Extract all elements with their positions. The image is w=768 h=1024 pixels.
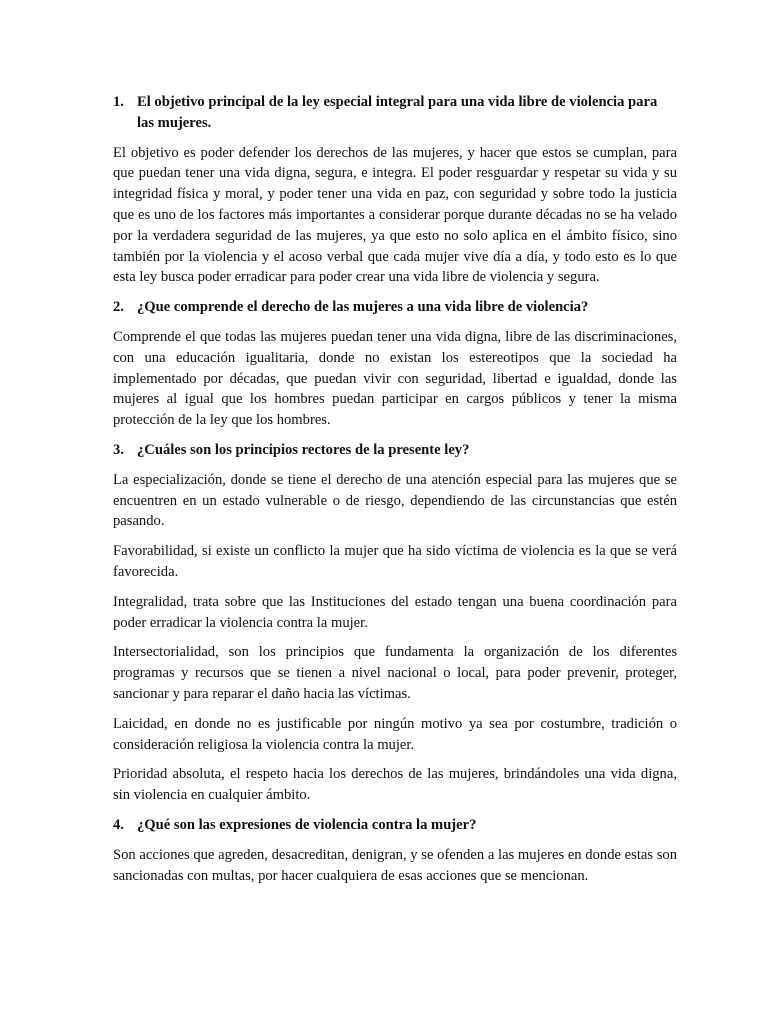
question-title: ¿Que comprende el derecho de las mujeres a una vida libre de violencia? <box>137 299 589 316</box>
answer-paragraph: Son acciones que agreden, desacreditan, denigran, y se ofenden a las mujeres en donde estas son sancionadas con multas, por hacer cualquiera de esas acciones que se mencionan. <box>113 846 677 884</box>
principle-paragraph: Prioridad absoluta, el respeto hacia los derechos de las mujeres, brindándoles una vida digna, sin violencia en cualquier ámbito. <box>113 766 677 804</box>
principle-paragraph: Integralidad, trata sobre que las Instituciones del estado tengan una buena coordinación para poder erradicar la violencia contra la mujer. <box>113 593 677 631</box>
principle-paragraph: Favorabilidad, si existe un conflicto la mujer que ha sido víctima de violencia es la que se verá favorecida. <box>113 543 677 580</box>
question-number: 2. <box>113 299 124 316</box>
section-3 <box>113 440 677 806</box>
answer-paragraph: El objetivo es poder defender los derechos de las mujeres, y hacer que estos se cumplan, para que puedan tener una vida digna, segura, e integra. El poder resguardar y respetar su vida y su integridad física y moral, y poder tener una vida en paz, con seguridad y sobre todo la justicia que es uno de los factores más importantes a considerar porque durante décadas no se ha velado por la verdadera seguridad de las mujeres, ya que esto no solo aplica en el ámbito físico, sino también por la violencia y el acoso verbal que cada mujer vive día a día, y todo esto es lo que esta ley busca poder erradicar para poder crear una vida libre de violencia y segura. <box>113 144 677 286</box>
question-number: 3. <box>113 441 124 458</box>
question-heading <box>113 297 677 318</box>
document-page <box>113 92 677 895</box>
question-heading <box>113 440 677 461</box>
question-title: ¿Qué son las expresiones de violencia contra la mujer? <box>137 816 477 833</box>
section-1 <box>113 92 677 288</box>
principle-paragraph: Intersectorialidad, son los principios que fundamenta la organización de los diferentes programas y recursos que se tienen a nivel nacional o local, para poder prevenir, proteger, sancionar y para reparar el daño hacia las víctimas. <box>113 644 677 702</box>
answer-paragraph: Comprende el que todas las mujeres puedan tener una vida digna, libre de las discriminaciones, con una educación igualitaria, donde no existan los estereotipos que la sociedad ha implementado por décadas, que puedan vivir con seguridad, libertad e igualdad, donde las mujeres al igual que los hombres puedan participar en cargos públicos y tener la misma protección de la ley que los hombres. <box>113 328 677 429</box>
section-2 <box>113 297 677 431</box>
question-heading <box>113 815 677 836</box>
question-title: El objetivo principal de la ley especial integral para una vida libre de violencia para las mujeres. <box>137 94 658 131</box>
section-4 <box>113 815 677 886</box>
question-number: 4. <box>113 816 124 833</box>
question-title: ¿Cuáles son los principios rectores de la presente ley? <box>137 441 470 458</box>
principle-paragraph: La especialización, donde se tiene el derecho de una atención especial para las mujeres que se encuentren en un estado vulnerable o de riesgo, dependiendo de las circunstancias que estén pasando. <box>113 471 677 530</box>
principle-paragraph: Laicidad, en donde no es justificable por ningún motivo ya sea por costumbre, tradición o consideración religiosa la violencia contra la mujer. <box>113 715 677 753</box>
question-heading <box>113 92 677 134</box>
question-number: 1. <box>113 94 124 110</box>
